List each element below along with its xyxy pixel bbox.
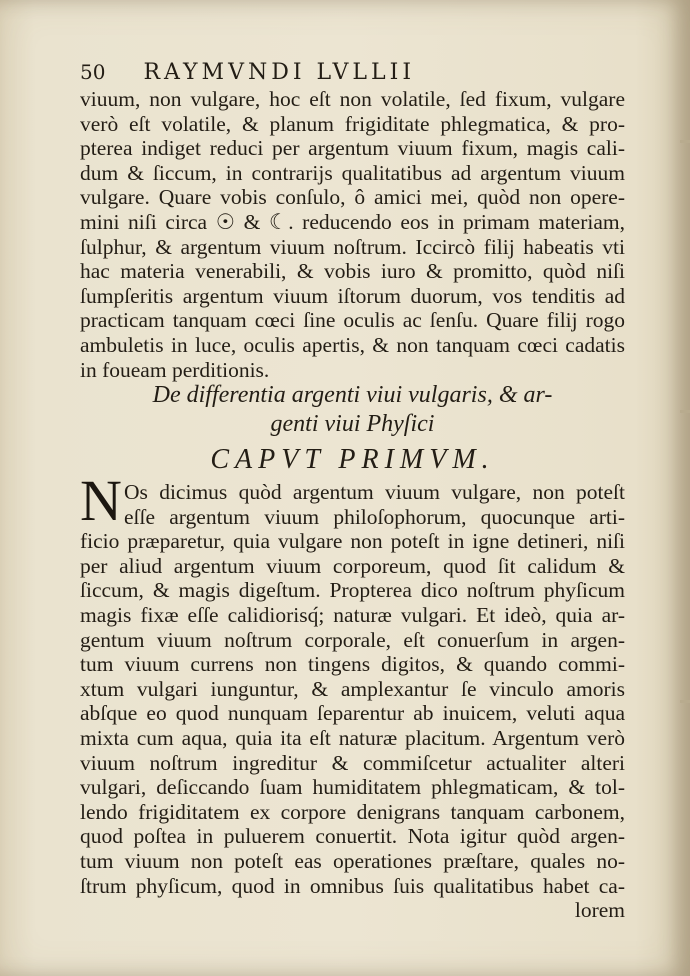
text-line: in foueam perditionis.: [80, 357, 270, 382]
text-line: vulgare. Quare vobis conſulo, ô amici mei, quòd non opere-: [80, 185, 625, 210]
text-line: vulgari, deſiccando ſuam humiditatem phlegmaticam, & tol-: [80, 775, 625, 800]
catchword: lorem: [574, 898, 625, 923]
text-line: mixta cum aqua, quia ita eſt naturæ placitum. Argentum verò: [80, 725, 625, 750]
chapter-title-line-1: De differentia argenti viui vulgaris, & ar-: [152, 382, 553, 408]
text-line: xtum vulgari iunguntur, & amplexantur ſe vinculo amoris: [80, 676, 625, 701]
text-line: viuum, non vulgare, hoc eſt non volatile, ſed fixum, vulgare: [80, 87, 625, 111]
text-line: verò eſt volatile, & planum frigiditate phlegmatica, & pro-: [80, 111, 625, 136]
text-line: practicam tanquam cœci ſine oculis ac ſenſu. Quare filij rogo: [80, 308, 625, 333]
text-line: abſque eo quod nunquam ſeparentur ab inuicem, veluti aqua: [80, 701, 625, 726]
text-line: ſtrum phyſicum, quod in omnibus ſuis qualitatibus habet ca-: [80, 873, 625, 898]
chapter-caput: CAPVT PRIMVM.: [210, 444, 495, 475]
text-line: dum & ſiccum, in contrarijs qualitatibus ad argentum viuum: [80, 160, 625, 185]
page-edge-mark: [680, 700, 690, 703]
page-number: 50: [80, 60, 106, 84]
text-line: quod poſtea in puluerem conuertit. Nota igitur quòd argen-: [80, 824, 625, 849]
text-line: ſiccum, & magis digeſtum. Propterea dico noſtrum phyſicum: [80, 578, 625, 603]
text-line: pterea indiget reduci per argentum viuum fixum, magis cali-: [80, 136, 625, 161]
running-header: [80, 60, 610, 90]
paragraph-2: [80, 480, 625, 923]
page-edge-mark: [680, 140, 690, 143]
text-line: magis fixæ eſſe calidiorisq́; naturæ vulgari. Et ideò, quia ar-: [80, 602, 625, 627]
text-line: viuum noſtrum ingreditur & commiſcetur actualiter alteri: [80, 750, 625, 775]
text-line: ſumpſeritis argentum viuum iſtorum duorum, vos tenditis ad: [80, 283, 625, 308]
text-line: eſſe argentum viuum philoſophorum, quocunque arti-: [124, 504, 625, 529]
text-line: ambuletis in luce, oculis apertis, & non tanquam cœci cadatis: [80, 332, 625, 357]
text-line: Os dicimus quòd argentum viuum vulgare, non poteſt: [124, 480, 625, 504]
text-line: per aliud argentum viuum corporeum, quod ſit calidum &: [80, 553, 625, 578]
text-line: hac materia venerabili, & vobis iuro & promitto, quòd niſi: [80, 259, 625, 284]
text-line: tum viuum currens non tingens digitos, & quando commi-: [80, 652, 625, 677]
chapter-title-line-2: genti viui Phyſici: [270, 411, 435, 437]
paragraph-1: [80, 87, 625, 382]
page-edge-mark: [680, 410, 690, 413]
text-line: lendo frigiditatem ex corpore denigrans tanquam carbonem,: [80, 799, 625, 824]
drop-cap: N: [80, 468, 122, 533]
text-line: ficio præparetur, quia vulgare non poteſt in igne detineri, niſi: [80, 529, 625, 554]
text-line: tum viuum non poteſt eas operationes præſtare, quales no-: [80, 848, 625, 873]
running-title: RAYMVNDI LVLLII: [143, 60, 416, 85]
text-line: ſulphur, & argentum viuum noſtrum. Iccircò filij habeatis vti: [80, 234, 625, 259]
text-line: mini niſi circa ☉ & ☾. reducendo eos in primam materiam,: [80, 209, 625, 234]
text-line: gentum viuum noſtrum corporale, eſt conuerſum in argen-: [80, 627, 625, 652]
